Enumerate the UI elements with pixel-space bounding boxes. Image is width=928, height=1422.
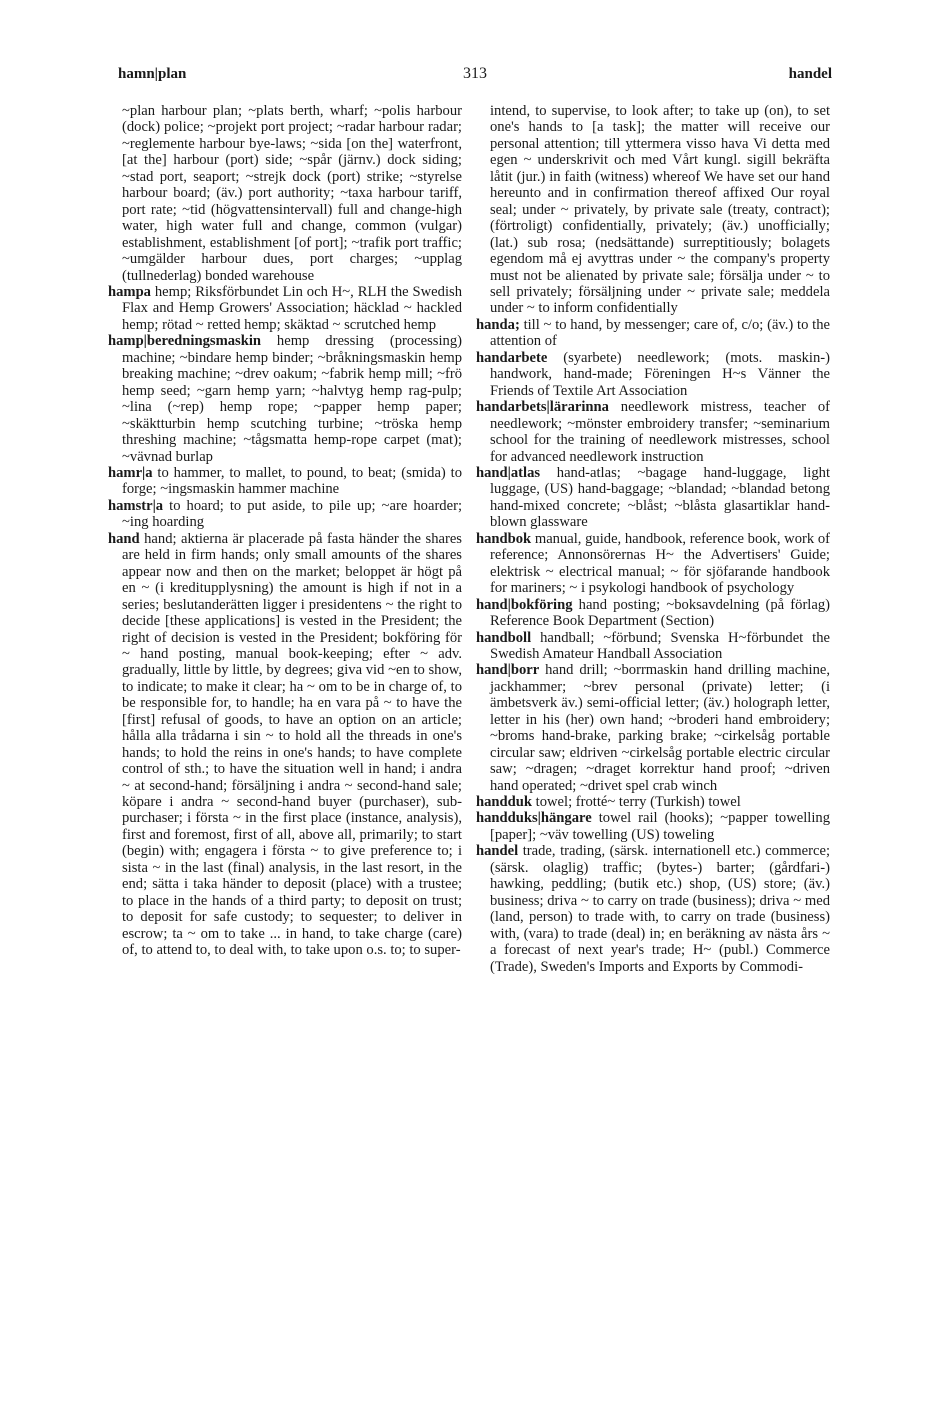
dictionary-entry bbox=[476, 465, 830, 531]
header-left-guideword: hamn|plan bbox=[118, 66, 187, 82]
entry-headword: handa; bbox=[476, 316, 520, 333]
entry-text: towel; frotté~ terry (Turkish) towel bbox=[532, 794, 741, 811]
dictionary-entry bbox=[108, 465, 462, 498]
entry-text: to hammer, to mallet, to pound, to beat; (smida) to forge; ~ingsmaskin hammer machine bbox=[122, 464, 462, 498]
entry-headword: handduks|hängare bbox=[476, 810, 592, 827]
entry-headword: hamr|a bbox=[108, 464, 153, 481]
dictionary-entry bbox=[476, 794, 830, 810]
dictionary-entry bbox=[476, 103, 830, 317]
entry-text: hemp; Riksförbundet Lin och H~, RLH the Swedish Flax and Hemp Growers' Association; häcklad ~ hackled hemp; rötad ~ retted hemp; skäktad ~ scrutched hemp bbox=[122, 283, 462, 333]
entry-text: handball; ~förbund; Svenska H~förbundet the Swedish Amateur Handball Association bbox=[490, 629, 830, 662]
dictionary-entry bbox=[476, 399, 830, 465]
entry-headword: hand|borr bbox=[476, 662, 540, 679]
dictionary-entry bbox=[108, 498, 462, 531]
dictionary-entry bbox=[476, 843, 830, 975]
entry-text: towel rail (hooks); ~papper towelling [paper]; ~väv towelling (US) toweling bbox=[490, 810, 830, 843]
entry-headword: hamp|beredningsmaskin bbox=[108, 333, 261, 350]
dictionary-entry bbox=[476, 350, 830, 399]
entry-text: (syarbete) needlework; (mots. maskin-) handwork, hand-made; Föreningen H~s Vänner the Friends of Textile Art Association bbox=[490, 349, 830, 399]
entry-headword: handarbets|lärarinna bbox=[476, 399, 609, 416]
entry-headword: handbok bbox=[476, 530, 532, 547]
running-header bbox=[118, 62, 832, 86]
dictionary-entry bbox=[108, 284, 462, 333]
entry-headword: hampa bbox=[108, 283, 151, 300]
left-column bbox=[108, 103, 462, 959]
dictionary-entry bbox=[476, 810, 830, 843]
dictionary-entry bbox=[476, 317, 830, 350]
dictionary-entry bbox=[476, 662, 830, 794]
entry-text: trade, trading, (särsk. internationell etc.) commerce; (särsk. olaglig) traffic; (bytes-) barter; (gårdfari-) hawking, peddling; (butik etc.) shop, (US) store; (äv.) business; driva ~ to carry on trade (business); driva ~ med (land, person) to trade with, to carry on trade (business) with, (vara) to trade (deal) in; en beräkning av nästa års ~ a forecast of next year's trade; H~ (publ.) Commerce (Trade), Sweden's Imports and Exports by Commodi- bbox=[490, 843, 830, 975]
entry-text: hand posting; ~boksavdelning (på förlag) Reference Book Department (Section) bbox=[490, 596, 830, 630]
entry-headword: handboll bbox=[476, 629, 532, 646]
entry-headword: hand|atlas bbox=[476, 464, 541, 481]
entry-text: ~plan harbour plan; ~plats berth, wharf; ~polis harbour (dock) police; ~projekt port project; ~radar harbour radar; ~reglemente harbour bye-laws; ~sida [on the] waterfront, [at the] harbour (port) side; ~spår (järnv.) dock siding; ~stad port, seaport; ~strejk dock (port) strike; ~styrelse harbour board; (äv.) port authority; ~taxa harbour tariff, port rate; ~tid (högvattensintervall) full and change-high water, high water full and change, common (vulgar) establishment, establishment [of port]; ~trafik port traffic; ~umgälder harbour dues, port charges; ~upplag (tullnederlag) bonded warehouse bbox=[122, 103, 462, 284]
dictionary-entry bbox=[108, 103, 462, 284]
entry-text: till ~ to hand, by messenger; care of, c/o; (äv.) to the attention of bbox=[490, 316, 830, 350]
entry-text: needlework mistress, teacher of needlework; ~mönster embroidery transfer; ~seminarium school for the training of needlework mistresses, school for advanced needlework instruction bbox=[490, 399, 830, 465]
entry-text: hand drill; ~borrmaskin hand drilling machine, jackhammer; ~brev personal (private) letter; (i ämbetsverk äv.) semi-official letter; (äv.) holograph letter, letter in his (her) own hand; ~broderi hand embroidery; ~broms hand-brake, parking brake; ~cirkelsåg portable circular saw; eldriven ~cirkelsåg portable electric circular saw; ~dragen; ~draget korrektur hand proof; ~driven hand operated; ~drivet spel crab winch bbox=[490, 662, 830, 794]
entry-text: hemp dressing (processing) machine; ~bindare hemp binder; ~bråkningsmaskin hemp breaking machine; ~drev oakum; ~fabrik hemp mill; ~frö hemp seed; ~garn hemp yarn; ~halvtyg hemp rag-pulp; ~lina (~rep) hemp rope; ~papper hemp paper; ~skäktturbin hemp scutching turbine; ~tröska hemp threshing machine; ~tågsmatta hemp-rope carpet (mat); ~vävnad burlap bbox=[122, 333, 462, 465]
dictionary-entry bbox=[108, 531, 462, 959]
entry-text: manual, guide, handbook, reference book, work of reference; Annonsörernas H~ the Advertisers' Guide; elektrisk ~ electrical manual; ~ för sjöfarande handbook for mariners; ~ i psykologi handbook of psychology bbox=[490, 530, 830, 597]
header-right-guideword: handel bbox=[788, 66, 832, 82]
dictionary-entry bbox=[476, 630, 830, 663]
entry-headword: hand|bokföring bbox=[476, 596, 573, 613]
page-number: 313 bbox=[463, 65, 487, 82]
entry-headword: hand bbox=[108, 530, 140, 547]
entry-headword: handarbete bbox=[476, 349, 548, 366]
entry-text: hand-atlas; ~bagage hand-luggage, light luggage, (US) hand-baggage; ~blandad; ~blandad betong hand-mixed concrete; ~blåst; ~blåsta glasartiklar hand-blown glassware bbox=[490, 464, 830, 531]
entry-text: to hoard; to put aside, to pile up; ~are hoarder; ~ing hoarding bbox=[122, 497, 462, 531]
entry-headword: hamstr|a bbox=[108, 497, 164, 514]
dictionary-entry bbox=[108, 333, 462, 465]
entry-headword: handduk bbox=[476, 794, 532, 811]
entry-headword: handel bbox=[476, 843, 519, 860]
entry-text: hand; aktierna är placerade på fasta händer the shares are held in firm hands; only small amounts of the shares appear now and then on the market; beloppet är högt på en ~ (i kreditupplysning) the amount is high if not in a series; beslutanderätten ligger i presidentens ~ the right to decide [these applications] is vested in the President; the right of decision is vested in the President; bokföring för ~ hand posting, manual book-keeping; efter ~ adv. gradually, little by little, by degrees; giva vid ~en to show, to indicate; to make it clear; ha ~ om to be in charge of, to be responsible for, to handle; ha en vara på ~ to have the [first] refusal of goods, to have an option on an article; hålla alla trådarna i sin ~ to hold all the threads in one's hands; to hold the reins in one's hands; to have complete control of sth.; to have the situation well in hand; i andra ~ at second-hand; försäljning i andra ~ second-hand sale; köpare i andra ~ second-hand buyer (purchaser), sub-purchaser; i första ~ in the first place (instance, analysis), first and foremost, first of all, above all, primarily; to start (begin) with; engagera i första ~ to give preference to; i sista ~ in the last (final) analysis, in the last resort, in the end; sätta i taka händer to deposit (place) with a trustee; to place in the hands of a third party; to deposit on trust; to deposit for safe custody; to sequester; to deliver in escrow; ta ~ om to take ... in hand, to take charge (care) of, to attend to, to deal with, to take upon o.s. to; to super- bbox=[122, 530, 462, 959]
right-column bbox=[476, 103, 830, 975]
dictionary-entry bbox=[476, 531, 830, 597]
entry-text: intend, to supervise, to look after; to take up (on), to set one's hands to [a task]; the matter will receive our personal attention; till yttermera visso hava Vi detta med egen ~ underskrivit och med Vårt kungl. sigill bekräfta låtit (jur.) in faith (witness) whereof We have set our hand hereunto and in confirmation thereof affixed Our royal seal; under ~ privately, by private sale (treaty, contract); (förtroligt) confidentially, privately; (äv.) unofficially; (lat.) sub rosa; (nedsättande) surreptitiously; bolagets egendom må ej avyttras under ~ the company's property must not be alienated by private sale; försälja under ~ to sell privately; försäljning under ~ private sale; meddela under ~ to inform confidentially bbox=[490, 103, 830, 317]
dictionary-entry bbox=[476, 597, 830, 630]
